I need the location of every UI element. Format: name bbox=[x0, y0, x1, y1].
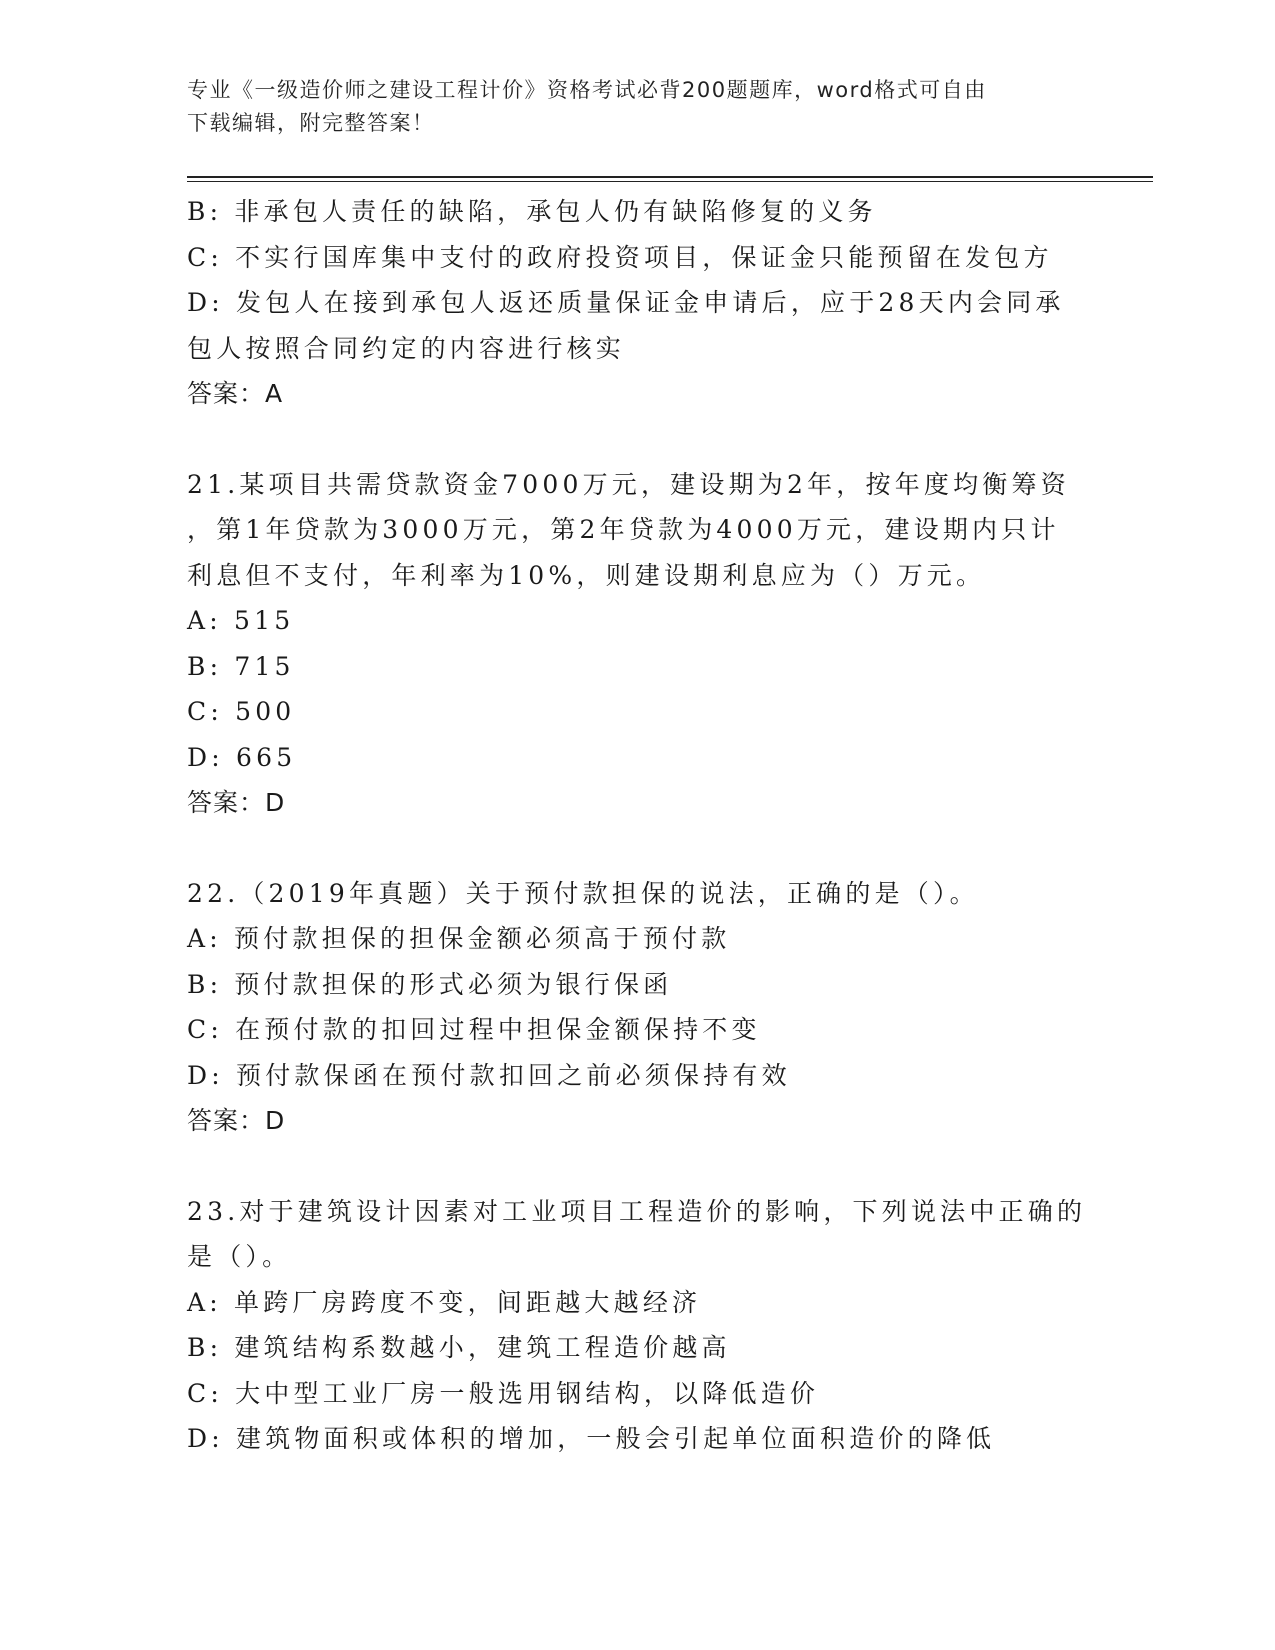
option-c: C: 不实行国库集中支付的政府投资项目，保证金只能预留在发包方 bbox=[187, 242, 1053, 272]
header-rule-thin bbox=[187, 181, 1153, 182]
question-stem-continued: 利息但不支付，年利率为10%，则建设期利息应为（）万元。 bbox=[187, 560, 986, 590]
question-stem: 22.（2019年真题）关于预付款担保的说法，正确的是（）。 bbox=[187, 878, 979, 908]
option-b: B: 715 bbox=[187, 651, 295, 681]
option-c: C: 在预付款的扣回过程中担保金额保持不变 bbox=[187, 1015, 761, 1044]
question-21 bbox=[187, 462, 1070, 826]
spacer bbox=[187, 826, 1067, 871]
spacer bbox=[187, 417, 1067, 462]
option-c: C: 500 bbox=[187, 697, 296, 726]
question-stem: 23.对于建筑设计因素对工业项目工程造价的影响，下列说法中正确的 bbox=[187, 1196, 1087, 1226]
option-d: D: 预付款保函在预付款扣回之前必须保持有效 bbox=[187, 1060, 791, 1090]
answer: 答案：A bbox=[187, 379, 284, 408]
question-stem-continued: ，第1年贷款为3000万元，第2年贷款为4000万元，建设期内只计 bbox=[187, 515, 1060, 544]
option-c: C: 大中型工业厂房一般选用钢结构，以降低造价 bbox=[187, 1378, 820, 1408]
question-stem-continued: 是（）。 bbox=[187, 1242, 292, 1271]
spacer bbox=[187, 1144, 1067, 1189]
option-b: B: 非承包人责任的缺陷，承包人仍有缺陷修复的义务 bbox=[187, 197, 877, 226]
option-a: A: 515 bbox=[187, 606, 295, 635]
question-stem: 21.某项目共需贷款资金7000万元，建设期为2年，按年度均衡筹资 bbox=[187, 469, 1070, 499]
option-d: D: 发包人在接到承包人返还质量保证金申请后，应于28天内会同承 bbox=[187, 288, 1065, 317]
option-d: D: 建筑物面积或体积的增加，一般会引起单位面积造价的降低 bbox=[187, 1424, 996, 1453]
option-b: B: 预付款担保的形式必须为银行保函 bbox=[187, 969, 673, 999]
answer: 答案：D bbox=[187, 1106, 286, 1135]
question-content bbox=[187, 189, 1087, 1462]
option-a: A: 预付款担保的担保金额必须高于预付款 bbox=[187, 924, 731, 953]
option-b: B: 建筑结构系数越小，建筑工程造价越高 bbox=[187, 1333, 731, 1362]
question-prev bbox=[187, 189, 1067, 417]
document-header bbox=[187, 74, 1067, 140]
header-line-2: 下载编辑，附完整答案！ bbox=[187, 111, 435, 135]
header-line-1: 专业《一级造价师之建设工程计价》资格考试必背200题题库，word格式可自由 bbox=[187, 78, 987, 102]
question-22 bbox=[187, 871, 1067, 1144]
option-a: A: 单跨厂房跨度不变，间距越大越经济 bbox=[187, 1287, 702, 1317]
answer: 答案：D bbox=[187, 788, 286, 817]
option-d: D: 665 bbox=[187, 742, 297, 772]
option-d-continued: 包人按照合同约定的内容进行核实 bbox=[187, 333, 626, 363]
header-rule-thick bbox=[187, 176, 1153, 178]
question-23 bbox=[187, 1189, 1087, 1462]
